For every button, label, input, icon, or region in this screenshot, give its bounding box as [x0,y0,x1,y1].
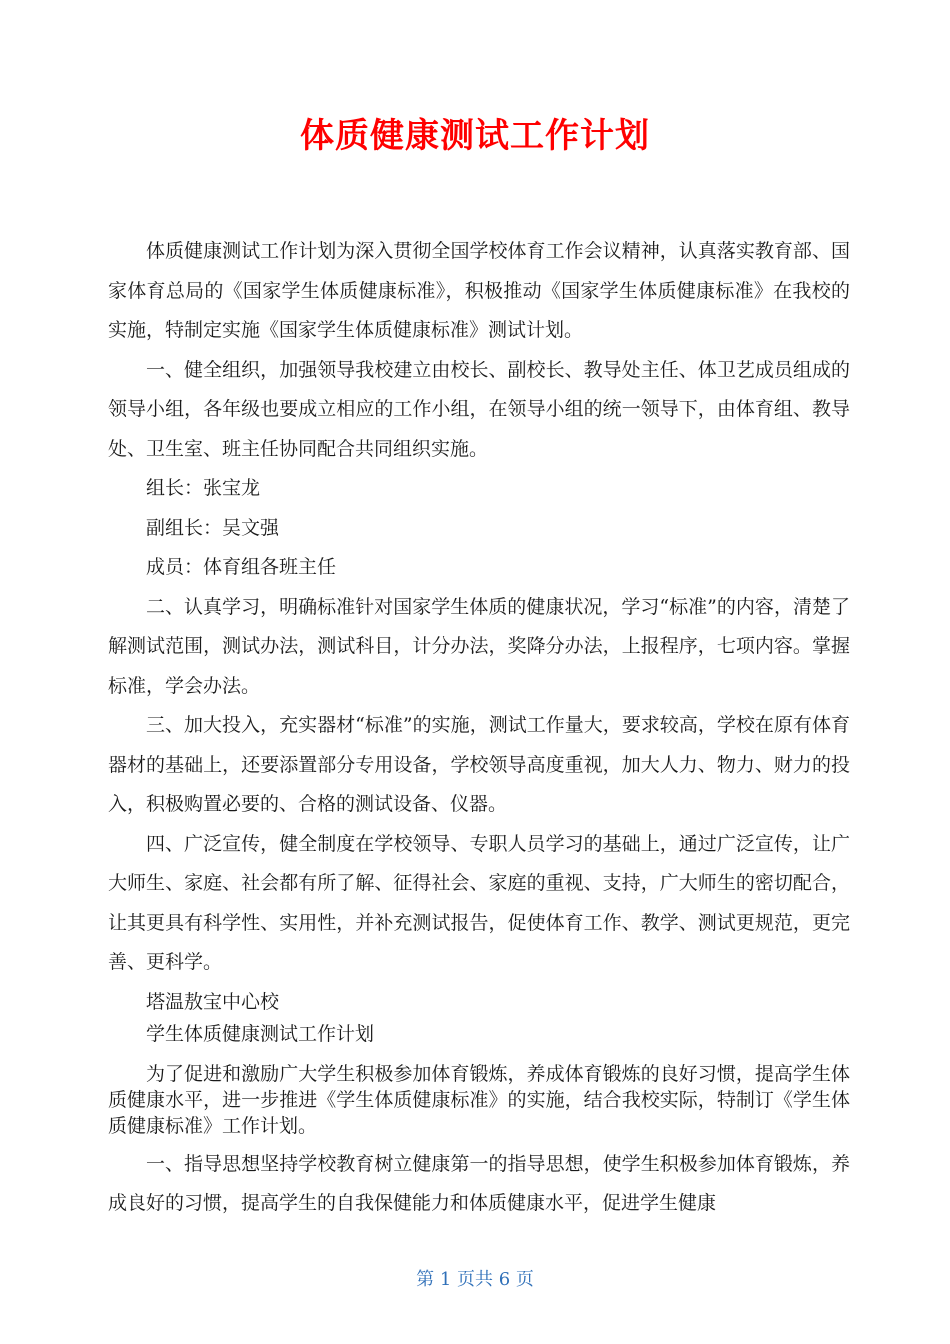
paragraph-school-name: 塔温敖宝中心校 [146,990,280,1013]
paragraph-members: 成员：体育组各班主任 [146,556,337,578]
paragraph-intro: 体质健康测试工作计划为深入贯彻全国学校体育工作会议精神，认真落实教育部、国家体育总局的《国家学生体质健康标准》，积极推动《国家学生体质健康标准》在我校的实施，特制定实施《国家学生体质健康标准》测试计划。 [108,240,850,341]
document-body [108,232,850,1224]
paragraph-section-3: 三、加大投入，充实器材“标准”的实施，测试工作量大，要求较高，学校在原有体育器材的基础上，还要添置部分专用设备，学校领导高度重视，加大人力、物力、财力的投入，积极购置必要的、合格的测试设备、仪器。 [108,714,850,815]
paragraph-leader: 组长：张宝龙 [146,477,261,499]
paragraph-deputy-leader: 副组长：吴文强 [146,516,280,539]
paragraph-subtitle: 学生体质健康测试工作计划 [146,1022,375,1045]
paragraph-section-4: 四、广泛宣传，健全制度在学校领导、专职人员学习的基础上，通过广泛宣传，让广大师生、家庭、社会都有所了解、征得社会、家庭的重视、支持，广大师生的密切配合，让其更具有科学性、实用性，并补充测试报告，促使体育工作、教学、测试更规范，更完善、更科学。 [108,832,850,973]
paragraph-purpose: 为了促进和激励广大学生积极参加体育锻炼，养成体育锻炼的良好习惯，提高学生体质健康水平，进一步推进《学生体质健康标准》的实施，结合我校实际，特制订《学生体质健康标准》工作计划。 [108,1062,850,1137]
page-number: 第 1 页共 6 页 [416,1269,534,1290]
paragraph-section-2: 二、认真学习，明确标准针对国家学生体质的健康状况，学习“标准”的内容，清楚了解测试范围，测试办法，测试科目，计分办法，奖降分办法，上报程序，七项内容。掌握标准，学会办法。 [108,595,850,697]
paragraph-guiding-ideology: 一、指导思想坚持学校教育树立健康第一的指导思想，使学生积极参加体育锻炼，养成良好的习惯，提高学生的自我保健能力和体质健康水平，促进学生健康 [108,1152,850,1214]
paragraph-section-1: 一、健全组织，加强领导我校建立由校长、副校长、教导处主任、体卫艺成员组成的领导小组，各年级也要成立相应的工作小组，在领导小组的统一领导下，由体育组、教导处、卫生室、班主任协同配合共同组织实施。 [108,358,850,460]
document-title: 体质健康测试工作计划 [300,116,650,156]
